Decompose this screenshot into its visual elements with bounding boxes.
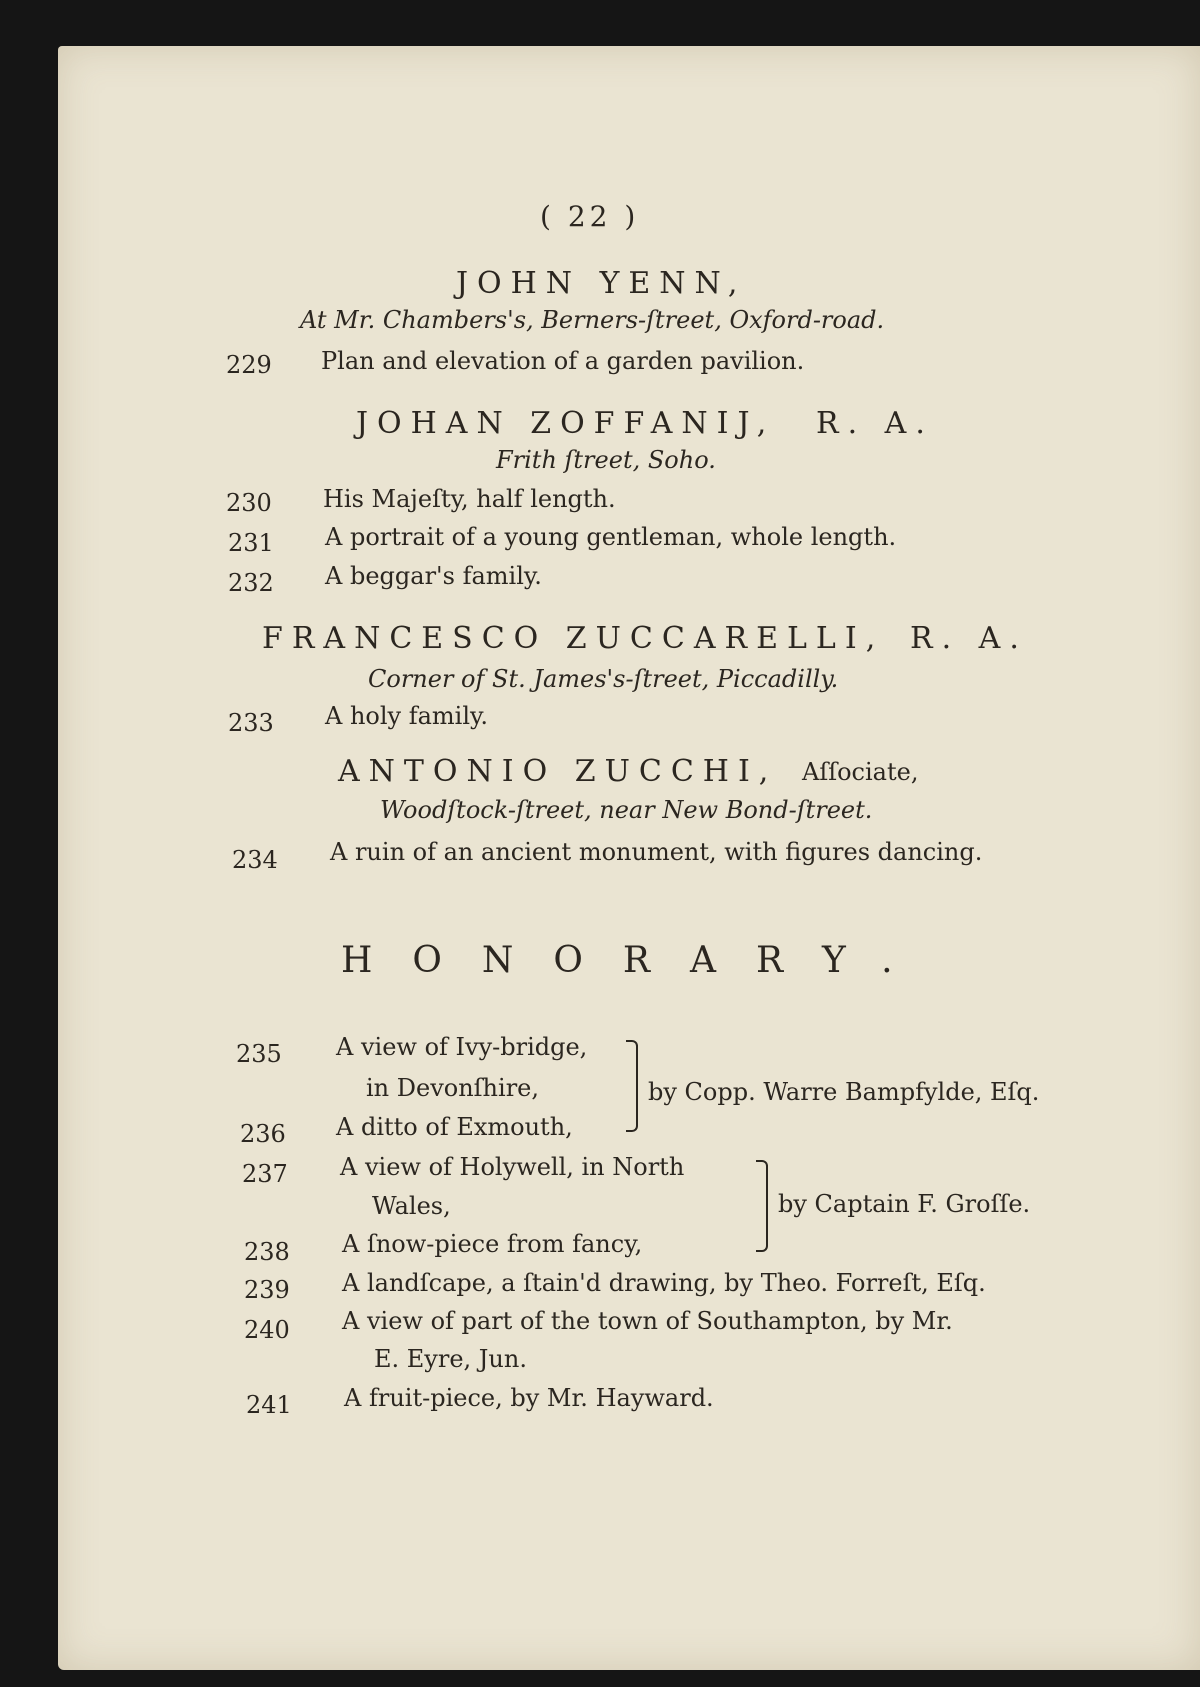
artist-address: Corner of St. James's-ſtreet, Piccadilly. <box>368 665 839 693</box>
catalogue-entry: Wales, <box>372 1192 451 1220</box>
catalogue-entry: A holy family. <box>325 702 489 730</box>
catalogue-number: 234 <box>232 846 278 874</box>
catalogue-entry: A beggar's family. <box>325 562 542 590</box>
catalogue-entry: E. Eyre, Jun. <box>374 1345 527 1373</box>
catalogue-entry: Plan and elevation of a garden pavilion. <box>321 347 805 375</box>
catalogue-entry: A ruin of an ancient monument, with figures dancing. <box>330 838 983 866</box>
brace-bracket <box>626 1040 638 1132</box>
catalogue-number: 230 <box>226 489 272 517</box>
catalogue-entry: A landſcape, a ſtain'd drawing, by Theo. Forreſt, Eſq. <box>342 1269 986 1297</box>
catalogue-entry: A view of part of the town of Southampton, by Mr. <box>342 1307 953 1335</box>
artist-name: JOHN YENN, <box>456 266 747 301</box>
artist-title: R. A. <box>816 406 934 441</box>
artist-address: Frith ſtreet, Soho. <box>496 446 716 474</box>
catalogue-number: 229 <box>226 351 272 379</box>
artist-title: Aſſociate, <box>802 758 919 786</box>
catalogue-entry: in Devonſhire, <box>366 1074 539 1102</box>
catalogue-entry: A ſnow-piece from fancy, <box>342 1230 643 1258</box>
catalogue-number: 231 <box>228 529 274 557</box>
section-heading: HONORARY. <box>341 940 933 981</box>
catalogue-number: 239 <box>244 1276 290 1304</box>
catalogue-number: 236 <box>240 1120 286 1148</box>
artist-name: ANTONIO ZUCCHI, <box>338 754 778 789</box>
catalogue-entry: A view of Ivy-bridge, <box>336 1033 588 1061</box>
catalogue-number: 237 <box>242 1160 288 1188</box>
catalogue-number: 240 <box>244 1316 290 1344</box>
catalogue-entry: His Majeſty, half length. <box>323 485 616 513</box>
artist-address: At Mr. Chambers's, Berners-ſtreet, Oxford-road. <box>300 306 885 334</box>
catalogue-number: 233 <box>228 709 274 737</box>
catalogue-number: 238 <box>244 1238 290 1266</box>
catalogue-number: 232 <box>228 569 274 597</box>
catalogue-entry: A portrait of a young gentleman, whole length. <box>325 523 897 551</box>
catalogue-number: 241 <box>246 1391 292 1419</box>
catalogue-entry: A ditto of Exmouth, <box>336 1113 573 1141</box>
attribution: by Copp. Warre Bampfylde, Eſq. <box>648 1078 1040 1106</box>
page-number: ( 22 ) <box>540 200 640 233</box>
attribution: by Captain F. Groſſe. <box>778 1190 1031 1218</box>
catalogue-number: 235 <box>236 1040 282 1068</box>
catalogue-entry: A view of Holywell, in North <box>340 1153 685 1181</box>
catalogue-entry: A fruit-piece, by Mr. Hayward. <box>344 1384 714 1412</box>
artist-address: Woodſtock-ſtreet, near New Bond-ſtreet. <box>380 796 873 824</box>
artist-name: JOHAN ZOFFANIJ, <box>356 406 776 441</box>
brace-bracket <box>756 1160 768 1252</box>
artist-title: R. A. <box>910 621 1028 656</box>
artist-name: FRANCESCO ZUCCARELLI, <box>262 621 885 656</box>
